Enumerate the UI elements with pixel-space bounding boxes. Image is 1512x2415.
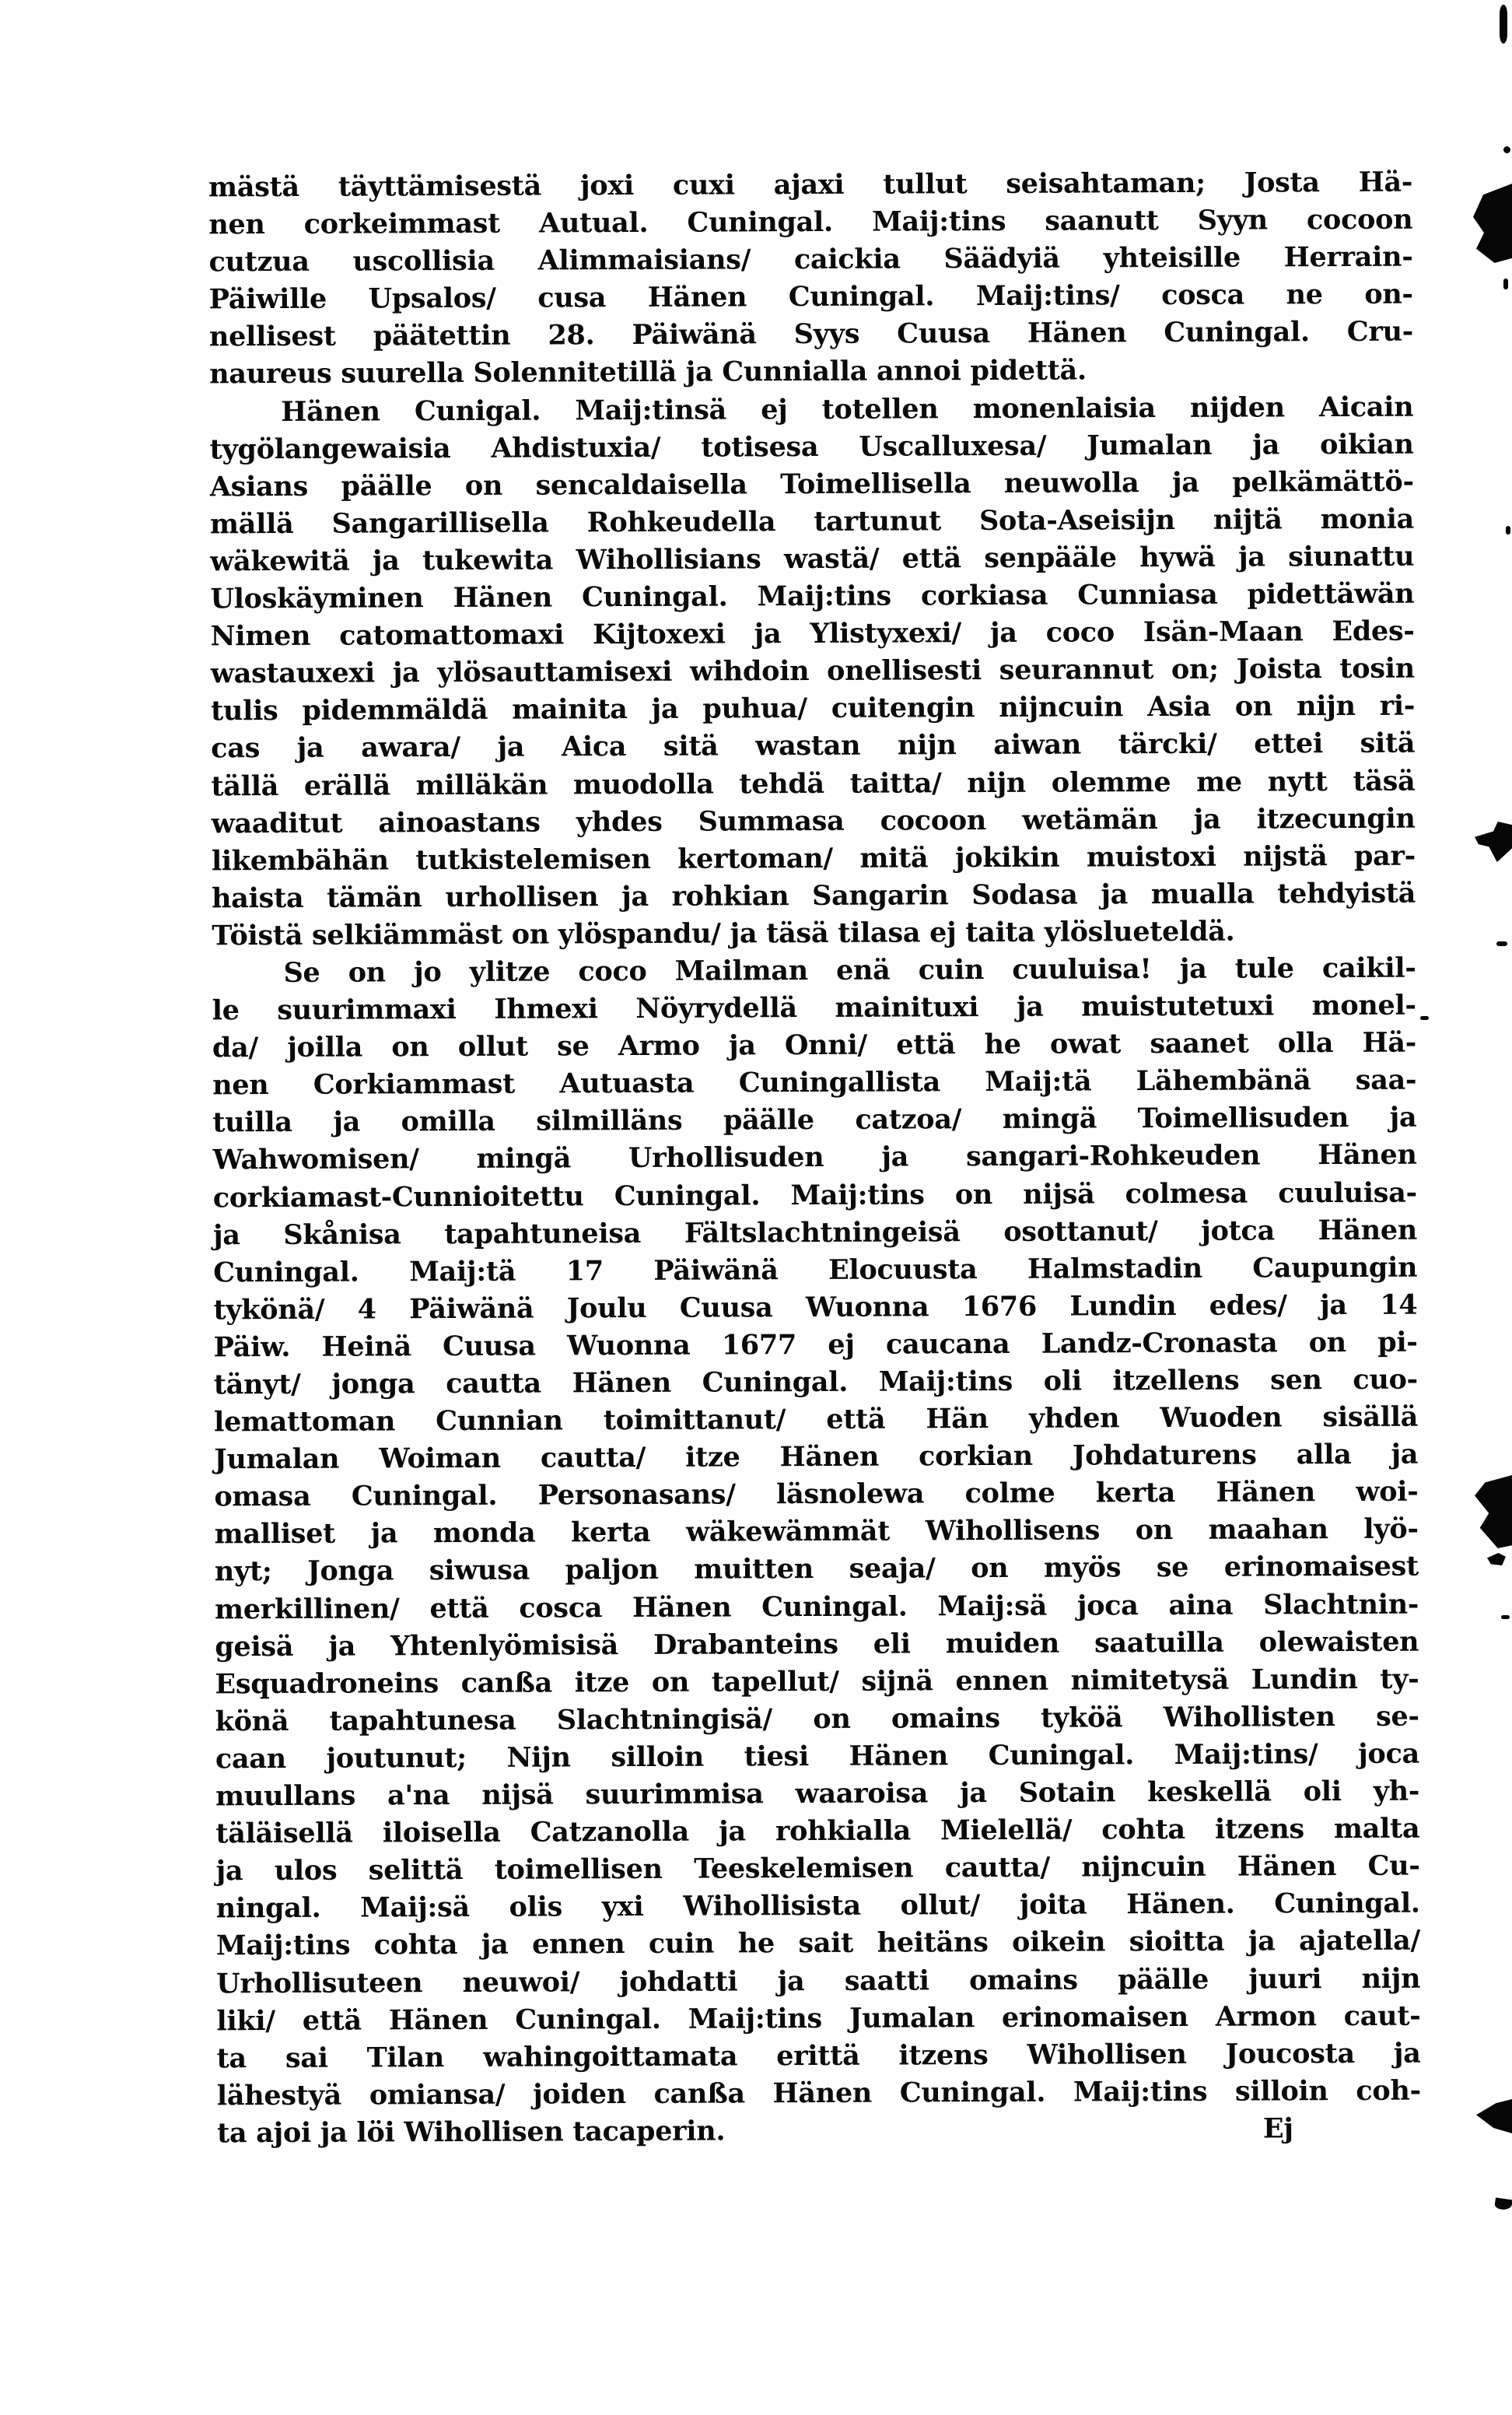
- ink-speck-icon: [1420, 1016, 1429, 1020]
- text-line-content: omasa Cuningal. Personasans/ läsnolewa colme kerta Hänen woi-: [214, 1475, 1419, 1513]
- ink-blob-icon: [1473, 184, 1512, 263]
- text-line-content: likembähän tutkistelemisen kertoman/ mitä jokikin muistoxi nijstä par-: [211, 839, 1416, 878]
- text-line: [216, 1997, 1420, 2040]
- text-line-content: haista tämän urhollisen ja rohkian Sangarin Sodasa ja mualla tehdyistä: [212, 877, 1416, 915]
- text-line-content: liki/ että Hänen Cuningal. Maij:tins Jumalan erinomaisen Armon caut-: [216, 2000, 1421, 2037]
- text-line-content: wäkewitä ja tukewita Wihollisians wastä/ että senpääle hywä ja siunattu: [210, 540, 1415, 578]
- text-line: [212, 987, 1416, 1030]
- text-line: [216, 1960, 1420, 2003]
- text-line: [212, 1025, 1416, 1067]
- text-line: [215, 1511, 1419, 1554]
- text-line-content: Esquadroneins canßa itze on tapellut/ sijnä ennen nimitetysä Lundin ty-: [215, 1663, 1419, 1701]
- ink-speck-icon: [1501, 1615, 1510, 1619]
- text-line-content: könä tapahtunesa Slachtningisä/ on omains tyköä Wihollisten se-: [215, 1700, 1419, 1738]
- text-line: [214, 1436, 1418, 1479]
- text-line: [212, 912, 1416, 955]
- text-line: [215, 1623, 1419, 1666]
- text-line: [213, 1211, 1417, 1254]
- text-line: [210, 463, 1414, 506]
- text-line-content: Päiwille Upsalos/ cusa Hänen Cuningal. Maij:tins/ cosca ne on-: [208, 278, 1413, 316]
- text-line-content: lemattoman Cunnian toimittanut/ että Hän yhden Wuoden sisällä: [213, 1400, 1419, 1439]
- text-line-content: cas ja awara/ ja Aica sitä wastan nijn aiwan tärcki/ ettei sitä: [211, 727, 1416, 765]
- ink-blob-icon: [1475, 1475, 1512, 1548]
- text-line-content: caan joutunut; Nijn silloin tiesi Hänen Cuningal. Maij:tins/ joca: [215, 1737, 1419, 1775]
- text-line-content: Maij:tins cohta ja ennen cuin he sait heitäns oikein sioitta ja ajatella/: [215, 1925, 1421, 1962]
- text-line-content: ja Skånisa tapahtuneisa Fältslachtningeisä osottanut/ jotca Hänen: [212, 1214, 1418, 1251]
- text-line-content: Se on jo ylitze coco Mailman enä cuin cuuluisa! ja tule caikil-: [283, 952, 1416, 989]
- text-line-content: nen Corkiammast Autuasta Cuningallista Maij:tä Lähembänä saa-: [212, 1064, 1417, 1102]
- text-line: [215, 1848, 1419, 1891]
- text-line: [212, 1062, 1416, 1105]
- text-line: [216, 1923, 1420, 1965]
- text-line: [213, 1174, 1417, 1217]
- text-line: [215, 1548, 1419, 1591]
- text-line: [210, 576, 1414, 619]
- text-line-content: Uloskäyminen Hänen Cuningal. Maij:tins corkiasa Cunniasa pidettäwän: [210, 577, 1415, 615]
- ink-speck-icon: [1496, 941, 1507, 946]
- text-line: [211, 725, 1415, 768]
- ink-speck-icon: [1503, 146, 1510, 153]
- text-line-content: Wahwomisen/ mingä Urhollisuden ja sangari-Rohkeuden Hänen: [212, 1139, 1417, 1176]
- text-line-content: Jumalan Woiman cautta/ itze Hänen corkian Johdaturens alla ja: [214, 1438, 1419, 1476]
- text-line-content: ta sai Tilan wahingoittamata erittä itzens Wihollisen Joucosta ja: [216, 2037, 1421, 2075]
- text-line: [212, 875, 1416, 917]
- text-line-content: nyt; Jonga siwusa paljon muitten seaja/ on myös se erinomaisest: [214, 1551, 1419, 1588]
- text-line-content: muullans a'na nijsä suurimmisa waaroisa ja Sotain keskellä oli yh-: [215, 1775, 1420, 1813]
- text-line-content: le suurimmaxi Ihmexi Nöyrydellä mainituxi ja muistutetuxi monel-: [212, 989, 1416, 1027]
- text-line: [209, 426, 1413, 468]
- text-line-content: naureus suurella Solennitetillä ja Cunnialla annoi pidettä.: [209, 354, 1087, 391]
- text-line-content: Nimen catomattomaxi Kijtoxexi ja Ylistyxexi/ ja coco Isän-Maan Edes-: [210, 615, 1415, 653]
- text-line: [211, 613, 1415, 656]
- text-line-content: cutzua uscollisia Alimmaisians/ caickia Säädyiä yhteisille Herrain-: [208, 240, 1413, 279]
- text-line-content: Asians päälle on sencaldaisella Toimellisella neuwolla ja pelkämättö-: [209, 465, 1414, 503]
- text-line: [214, 1324, 1418, 1367]
- text-line: [211, 688, 1415, 731]
- text-line: [209, 388, 1413, 431]
- text-line-content: tällä erällä milläkän muodolla tehdä taitta/ nijn olemme me nytt täsä: [211, 765, 1416, 802]
- text-line-content: Cuningal. Maij:tä 17 Päiwänä Elocuusta Halmstadin Caupungin: [213, 1251, 1418, 1289]
- ink-dash-icon: [1500, 5, 1507, 44]
- text-line: [215, 1736, 1419, 1779]
- text-line: [214, 1474, 1418, 1516]
- text-line-content: corkiamast-Cunnioitettu Cuningal. Maij:tins on nijsä colmesa cuuluisa-: [212, 1176, 1417, 1214]
- text-line: [217, 2072, 1421, 2115]
- text-line: [217, 2109, 1421, 2152]
- text-line: [211, 762, 1415, 805]
- ink-curve-icon: [1494, 2198, 1512, 2211]
- text-line-content: tuilla ja omilla silmilläns päälle catzoa/ mingä Toimellisuden ja: [212, 1101, 1417, 1139]
- text-line: [214, 1399, 1418, 1442]
- text-line: [216, 1885, 1420, 1928]
- text-line-content: merkillinen/ että cosca Hänen Cuningal. Maij:sä joca aina Slachtnin-: [214, 1588, 1419, 1625]
- text-line-content: waaditut ainoastans yhdes Summasa cocoon wetämän ja itzecungin: [211, 802, 1416, 839]
- text-line-content: tykönä/ 4 Päiwänä Joulu Cuusa Wuonna 1676 Lundin edes/ ja 14: [213, 1288, 1418, 1327]
- ink-blob-icon: [1475, 822, 1512, 862]
- ink-speck-icon: [1506, 526, 1510, 535]
- text-line: [208, 202, 1412, 244]
- text-line-content: mällä Sangarillisella Rohkeudella tartunut Sota-Aseisijn nijtä monia: [209, 503, 1415, 541]
- text-line-content: Päiw. Heinä Cuusa Wuonna 1677 ej caucana Landz-Cronasta on pi-: [213, 1326, 1418, 1364]
- text-line-content: tulis pidemmäldä mainita ja puhua/ cuitengin nijncuin Asia on nijn ri-: [210, 689, 1416, 727]
- text-line-content: ja ulos selittä toimellisen Teeskelemisen cautta/ nijncuin Hänen Cu-: [215, 1849, 1420, 1887]
- text-line-content: ta ajoi ja löi Wihollisen tacaperin.: [216, 2115, 726, 2150]
- ink-speck-icon: [1503, 279, 1508, 289]
- text-line: [212, 950, 1416, 993]
- text-line-content: mästä täyttämisestä joxi cuxi ajaxi tullut seisahtaman; Josta Hä-: [208, 166, 1413, 204]
- text-line: [209, 276, 1413, 319]
- text-line-content: täläisellä iloisella Catzanolla ja rohkialla Mielellä/ cohta itzens malta: [215, 1812, 1420, 1850]
- text-line: [209, 314, 1413, 356]
- text-line: [215, 1773, 1419, 1816]
- text-line-content: nellisest päätettin 28. Päiwänä Syys Cuusa Hänen Cuningal. Cru-: [208, 315, 1414, 353]
- text-line: [215, 1810, 1419, 1853]
- text-line: [213, 1249, 1417, 1292]
- text-line-content: nen corkeimmast Autual. Cuningal. Maij:tins saanutt Syyn cocoon: [208, 203, 1413, 241]
- text-line: [212, 837, 1416, 880]
- text-line: [212, 1099, 1416, 1142]
- text-line: [212, 800, 1416, 843]
- text-line-content: ningal. Maij:sä olis yxi Wihollisista ollut/ joita Hänen. Cuningal.: [215, 1887, 1420, 1925]
- text-line-content: da/ joilla on ollut se Armo ja Onni/ että he owat saanet olla Hä-: [212, 1026, 1417, 1064]
- text-line-content: Hänen Cunigal. Maij:tinsä ej totellen monenlaisia nijden Aicain: [281, 391, 1414, 428]
- text-line-content: geisä ja Yhtenlyömisisä Drabanteins eli muiden saatuilla olewaisten: [215, 1625, 1419, 1663]
- text-line: [211, 650, 1415, 693]
- text-line-content: Töistä selkiämmäst on ylöspandu/ ja täsä tilasa ej taita ylöslueteldä.: [212, 915, 1235, 952]
- text-line: [214, 1362, 1418, 1404]
- text-line-content: tänyt/ jonga cautta Hänen Cuningal. Maij:tins oli itzellens sen cuo-: [213, 1363, 1418, 1401]
- ink-blob-icon: [1476, 2099, 1512, 2133]
- text-line: [215, 1586, 1419, 1628]
- text-line: [210, 500, 1414, 543]
- text-line: [208, 164, 1412, 207]
- text-line-content: wastauxexi ja ylösauttamisexi wihdoin onellisesti seurannut on; Joista tosin: [210, 652, 1415, 690]
- text-block: [208, 164, 1421, 2153]
- text-line: [215, 1660, 1419, 1703]
- ink-speck-icon: [1487, 1553, 1506, 1565]
- text-line: [210, 538, 1414, 581]
- text-line: [212, 1137, 1416, 1179]
- text-line-content: lähestyä omiansa/ joiden canßa Hänen Cuningal. Maij:tins silloin coh-: [216, 2074, 1421, 2112]
- catchword: Ej: [1262, 2112, 1293, 2145]
- text-line-content: Urhollisuteen neuwoi/ johdatti ja saatti omains päälle juuri nijn: [216, 1962, 1421, 2000]
- text-line: [215, 1698, 1419, 1740]
- text-line: [208, 239, 1412, 282]
- text-line: [213, 1286, 1417, 1329]
- text-line: [216, 2035, 1420, 2077]
- text-line: [209, 351, 1413, 394]
- text-line-content: malliset ja monda kerta wäkewämmät Wihollisens on maahan lyö-: [214, 1512, 1419, 1551]
- text-line-content: tygölangewaisia Ahdistuxia/ totisesa Uscalluxesa/ Jumalan ja oikian: [209, 428, 1414, 466]
